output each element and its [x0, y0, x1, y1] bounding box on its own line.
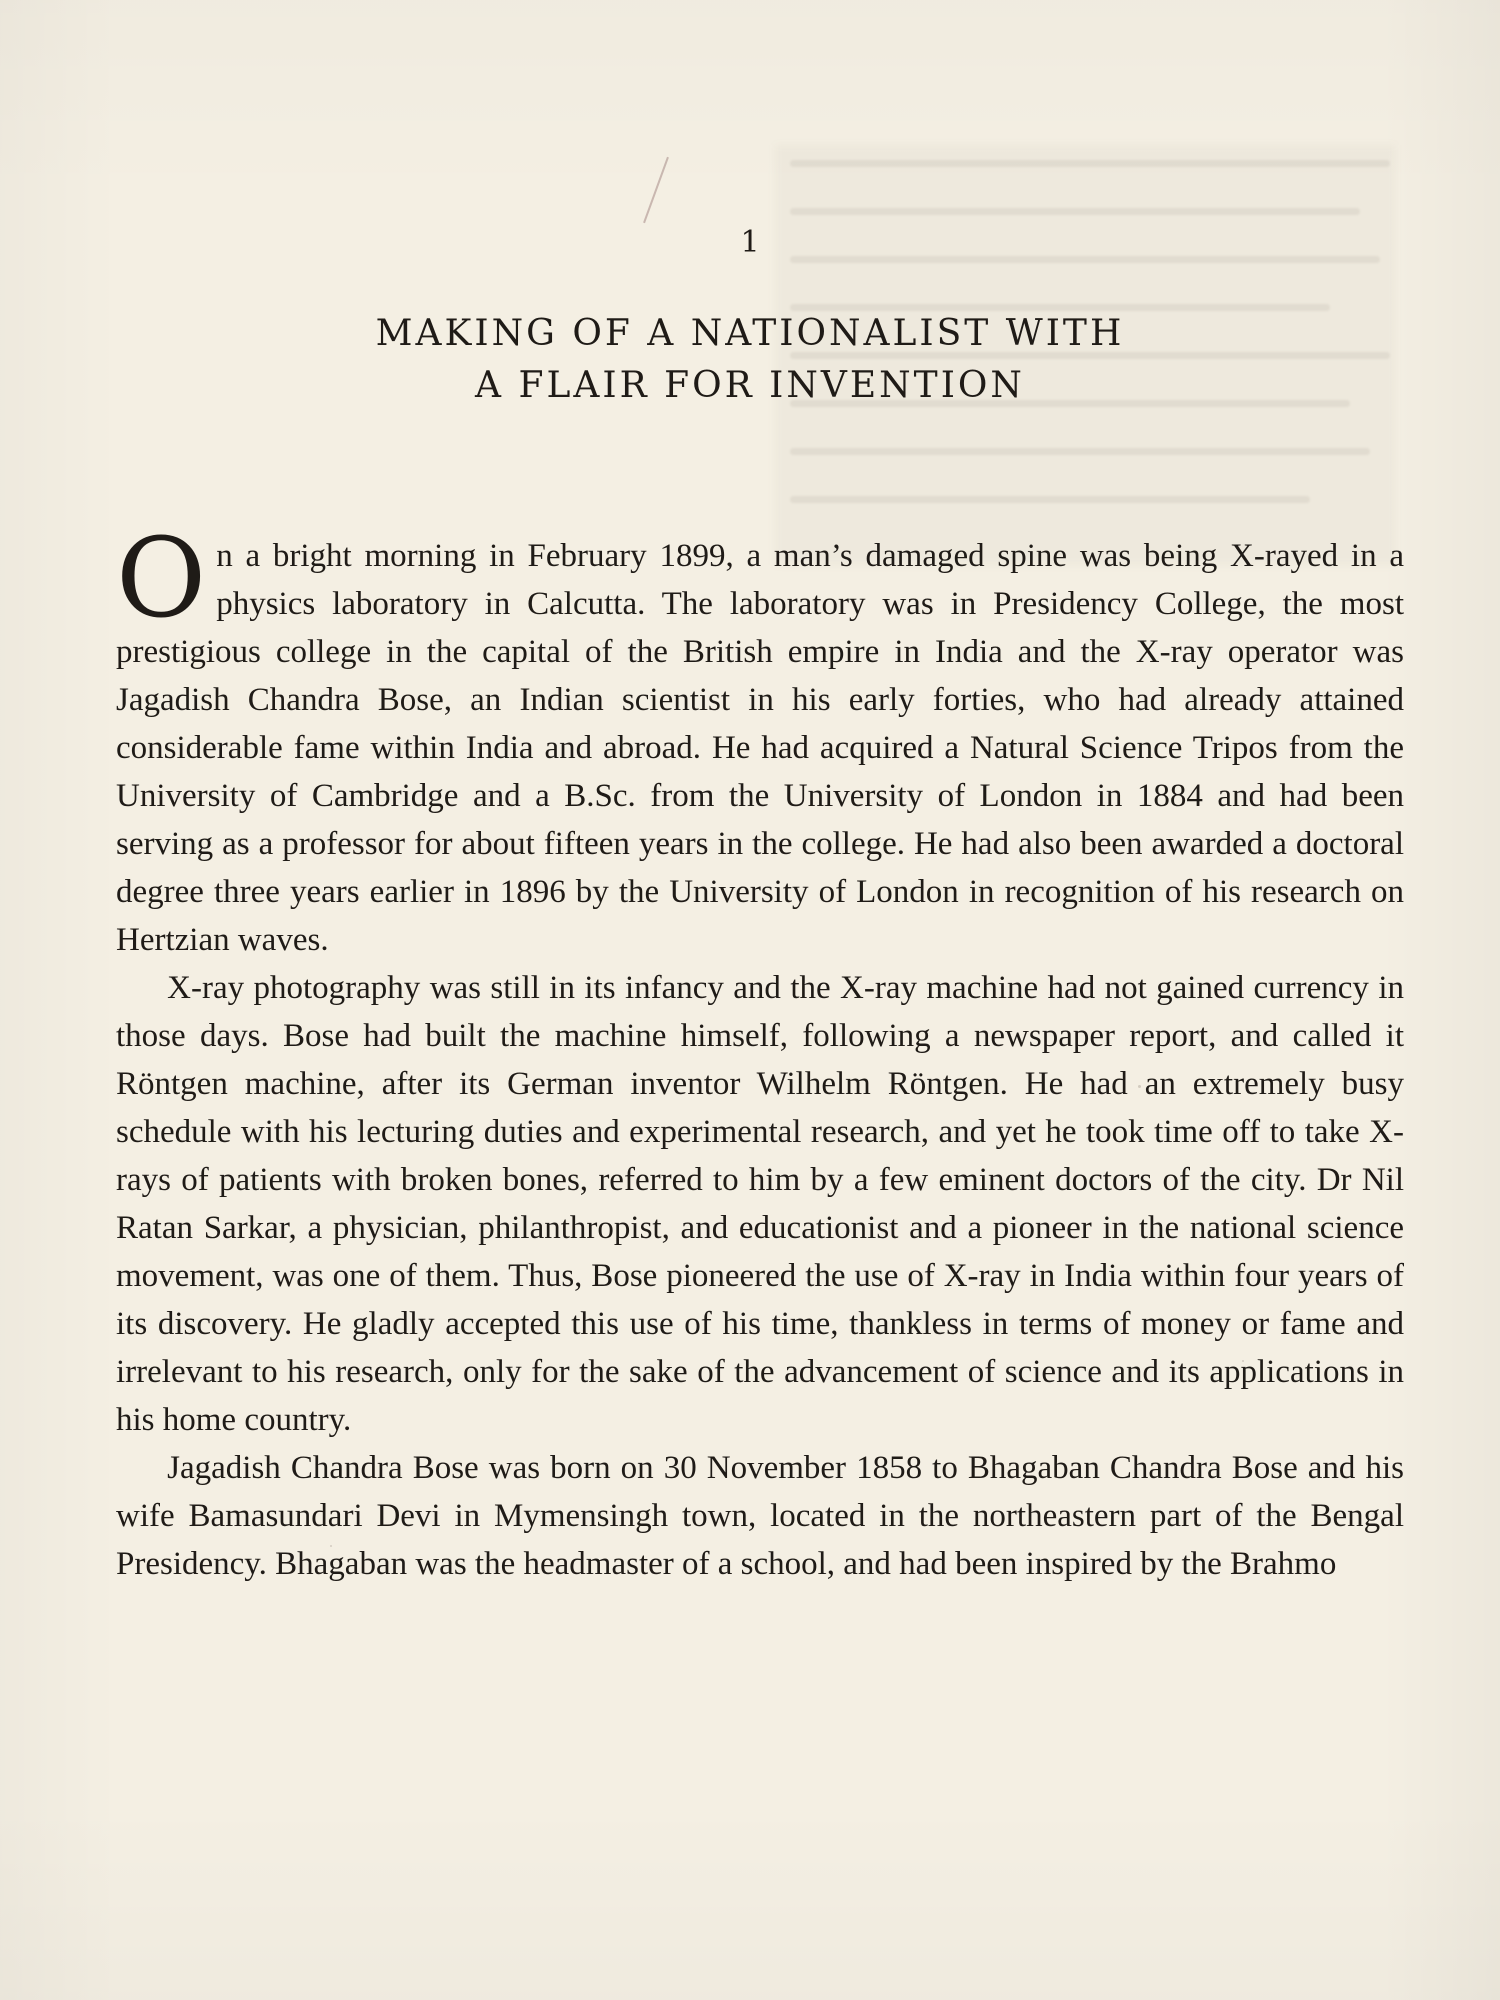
chapter-title [0, 308, 1500, 412]
chapter-body [116, 514, 1404, 1588]
drop-cap: O [116, 514, 207, 642]
chapter-title-line: A FLAIR FOR INVENTION [475, 365, 1025, 406]
paragraph-text: n a bright morning in February 1899, a man’s damaged spine was being X-rayed in a physics laboratory in Calcutta. The laboratory was in Presidency College, the most prestigious college in the capital of the British empire in India and the X-ray operator was Jagadish Chandra Bose, an Indian scientist in his early forties, who had already attained considerable fame within India and abroad. He had acquired a Natural Science Tripos from the University of Cambridge and a B.Sc. from the University of London in 1884 and had been serving as a professor for about fifteen years in the college. He had also been awarded a doctoral degree three years earlier in 1896 by the University of London in recognition of his research on Hertzian waves. [116, 538, 1404, 958]
pencil-mark [643, 157, 669, 223]
body-paragraph: X-ray photography was still in its infancy and the X-ray machine had not gained currency in those days. Bose had built the machine himself, following a newspaper report, and called it Röntgen machine, after its German inventor Wilhelm Röntgen. He had an extremely busy schedule with his lecturing duties and experimental research, and yet he took time off to take X-rays of patients with broken bones, referred to him by a few eminent doctors of the city. Dr Nil Ratan Sarkar, a physician, philanthropist, and educationist and a pioneer in the national science movement, was one of them. Thus, Bose pioneered the use of X-ray in India within four years of its discovery. He gladly accepted this use of his time, thankless in terms of money or fame and irrelevant to his research, only for the sake of the advancement of science and its applications in his home country. [116, 970, 1404, 1438]
body-paragraph [116, 514, 1404, 964]
chapter-number: 1 [740, 225, 760, 260]
show-through-line [790, 160, 1390, 167]
body-paragraph: Jagadish Chandra Bose was born on 30 November 1858 to Bhagaban Chandra Bose and his wife Bamasundari Devi in Mymensingh town, located in the northeastern part of the Bengal Presidency. Bhagaban was the headmaster of a school, and had been inspired by the Brahmo [116, 1450, 1404, 1582]
show-through-line [790, 448, 1370, 455]
show-through-line [790, 208, 1360, 215]
show-through-line [790, 496, 1310, 503]
chapter-title-line: MAKING OF A NATIONALIST WITH [375, 313, 1125, 354]
